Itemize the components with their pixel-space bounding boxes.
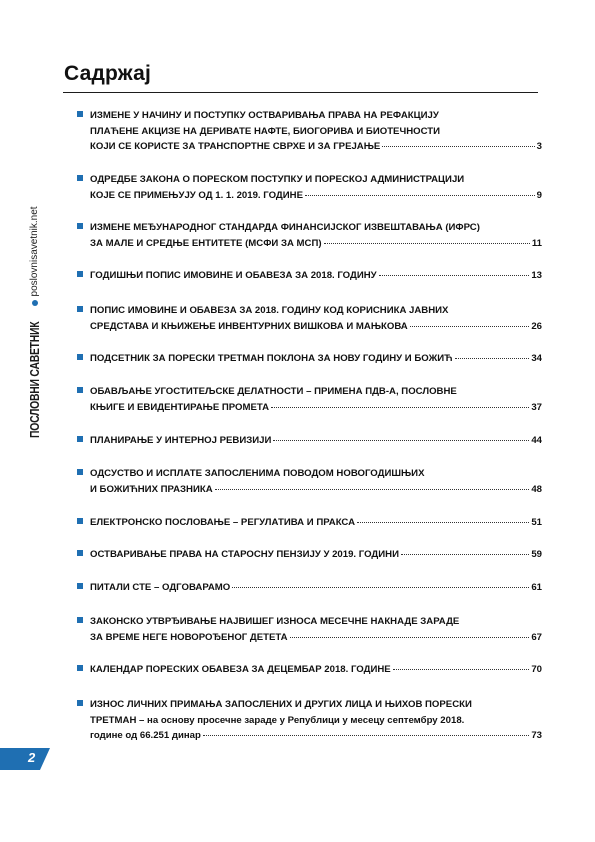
square-bullet-icon [77,469,83,475]
dot-leader [273,439,529,441]
square-bullet-icon [77,518,83,524]
toc-entry-title-line: КЊИГЕ И ЕВИДЕНТИРАЊЕ ПРОМЕТА [90,401,270,413]
toc-page-number[interactable]: 51 [531,517,542,528]
toc-entry-last-line [90,236,542,252]
square-bullet-icon [77,550,83,556]
toc-entry-title-line: ОСТВАРИВАЊЕ ПРАВА НА СТАРОСНУ ПЕНЗИЈУ У 2019. ГОДИНИ [90,549,399,560]
toc-page-number[interactable]: 67 [531,631,542,643]
toc-entry-title-line: ЗА ВРЕМЕ НЕГЕ НОВОРОЂЕНОГ ДЕТЕТА [90,631,288,643]
toc-entry-last-line [90,580,542,596]
toc-page-number[interactable]: 61 [531,582,542,593]
toc-entry-last-line [90,515,542,531]
toc-entry-last-line [90,268,542,284]
square-bullet-icon [77,617,83,623]
toc-entry-last-line [90,728,542,744]
toc-entry-title-line: ЗАКОНСКО УТВРЂИВАЊЕ НАЈВИШЕГ ИЗНОСА МЕСЕЧНЕ НАКНАДЕ ЗАРАДЕ [90,616,460,627]
toc-entry-title-line: ИЗМЕНЕ МЕЂУНАРОДНОГ СТАНДАРДА ФИНАНСИЈСКОГ ИЗВЕШТАВАЊА (ИФРС) [90,222,480,233]
dot-leader [455,357,530,359]
page-number: 2 [28,750,36,765]
toc-entry-title-line: КОЈИ СЕ КОРИСТЕ ЗА ТРАНСПОРТНЕ СВРХЕ И ЗА ГРЕЈАЊЕ [90,141,381,152]
toc-page-number[interactable]: 34 [531,353,542,364]
dot-leader [410,325,530,327]
dot-leader [305,194,535,196]
toc-entry-title-line: ОДСУСТВО И ИСПЛАТЕ ЗАПОСЛЕНИМА ПОВОДОМ НОВОГОДИШЊИХ [90,468,425,479]
toc-entry-last-line [90,433,542,449]
dot-leader [393,668,530,670]
toc-page-number[interactable]: 11 [531,237,542,249]
toc-entry-title-line: СРЕДСТАВА И КЊИЖЕЊЕ ИНВЕНТУРНИХ ВИШКОВА И МАЊКОВА [90,320,408,332]
toc-entry-title-line: ИЗМЕНЕ У НАЧИНУ И ПОСТУПКУ ОСТВАРИВАЊА ПРАВА НА РЕФАКЦИЈУ [90,110,439,121]
dot-leader [271,406,529,408]
toc-entry-title-line: године од 66.251 динар [90,730,201,741]
square-bullet-icon [77,271,83,277]
toc-entry-title-line: ПОПИС ИМОВИНЕ И ОБАВЕЗА ЗА 2018. ГОДИНУ КОД КОРИСНИКА ЈАВНИХ [90,305,449,316]
toc-page-number[interactable]: 13 [531,270,542,281]
toc-page-number[interactable]: 26 [531,320,542,332]
toc-page-number[interactable]: 70 [531,664,542,675]
square-bullet-icon [77,306,83,312]
square-bullet-icon [77,175,83,181]
square-bullet-icon [77,700,83,706]
square-bullet-icon [77,436,83,442]
dot-leader [215,488,530,490]
toc-entry-last-line [90,482,542,498]
page-title: Садржај [64,62,152,85]
toc-page-number[interactable]: 48 [531,483,542,495]
toc-entry-title-line: КОЈЕ СЕ ПРИМЕЊУЈУ ОД 1. 1. 2019. ГОДИНЕ [90,189,303,201]
square-bullet-icon [77,665,83,671]
toc-entry-title-line: ПЛАНИРАЊЕ У ИНТЕРНОЈ РЕВИЗИЈИ [90,435,272,446]
toc-entry-last-line [90,662,542,678]
toc-entry-last-line [90,188,542,204]
toc-entry-title-line: ПЛАЋЕНЕ АКЦИЗЕ НА ДЕРИВАТЕ НАФТЕ, БИОГОРИВА И БИОТЕЧНОСТИ [90,125,441,137]
dot-leader [324,242,530,244]
toc-entry-last-line [90,319,542,335]
toc-page-number[interactable]: 59 [531,549,542,560]
dot-leader [357,521,529,523]
toc-entry-title-line: ГОДИШЊИ ПОПИС ИМОВИНЕ И ОБАВЕЗА ЗА 2018. ГОДИНУ [90,270,377,281]
toc-entry-title-line: ПИТАЛИ СТЕ – ОДГОВАРАМО [90,582,231,593]
toc-entry-title-line: ИЗНОС ЛИЧНИХ ПРИМАЊА ЗАПОСЛЕНИХ И ДРУГИХ ЛИЦА И ЊИХОВ ПОРЕСКИ [90,699,472,710]
dot-leader [382,145,534,147]
toc-entry-last-line [90,630,542,646]
toc-entry-title-line: ЕЛЕКТРОНСКО ПОСЛОВАЊЕ – РЕГУЛАТИВА И ПРАКСА [90,517,356,528]
toc-page-number[interactable]: 37 [531,401,542,413]
toc-entry-last-line [90,351,542,367]
toc-page-number[interactable]: 73 [531,730,542,741]
toc-entry-last-line [90,400,542,416]
dot-leader [379,274,530,276]
toc-entry-title-line: ПОДСЕТНИК ЗА ПОРЕСКИ ТРЕТМАН ПОКЛОНА ЗА НОВУ ГОДИНУ И БОЖИЋ [90,353,453,364]
dot-leader [232,586,529,588]
toc-page-number[interactable]: 44 [531,435,542,446]
square-bullet-icon [77,583,83,589]
toc-page-number[interactable]: 3 [536,141,542,152]
dot-leader [401,553,529,555]
brand-dot-icon [32,300,38,306]
toc-entry-title-line: ТРЕТМАН – на основу просечне зараде у Републици у месецу септембру 2018. [90,714,465,726]
toc-entry-title-line: КАЛЕНДАР ПОРЕСКИХ ОБАВЕЗА ЗА ДЕЦЕМБАР 2018. ГОДИНЕ [90,664,391,675]
toc-entry-title-line: ОБАВЉАЊЕ УГОСТИТЕЉСКЕ ДЕЛАТНОСТИ – ПРИМЕНА ПДВ-А, ПОСЛОВНЕ [90,386,457,397]
dot-leader [203,734,529,736]
toc-entry-title-line: ЗА МАЛЕ И СРЕДЊЕ ЕНТИТЕТЕ (МСФИ ЗА МСП) [90,237,322,249]
toc-page-number[interactable]: 9 [536,189,542,201]
square-bullet-icon [77,354,83,360]
toc-entry-last-line [90,547,542,563]
brand-url: poslovnisavetnik.net [29,206,40,297]
toc-entry-title-line: ОДРЕДБЕ ЗАКОНА О ПОРЕСКОМ ПОСТУПКУ И ПОРЕСКОЈ АДМИНИСТРАЦИЈИ [90,174,465,185]
square-bullet-icon [77,223,83,229]
toc-entry-last-line [90,139,542,155]
brand-name: ПОСЛОВНИ САВЕТНИК [27,321,42,438]
dot-leader [290,636,530,638]
page-tab-shape [0,748,50,770]
toc-entry-title-line: И БОЖИЋНИХ ПРАЗНИКА [90,483,213,495]
square-bullet-icon [77,111,83,117]
square-bullet-icon [77,387,83,393]
